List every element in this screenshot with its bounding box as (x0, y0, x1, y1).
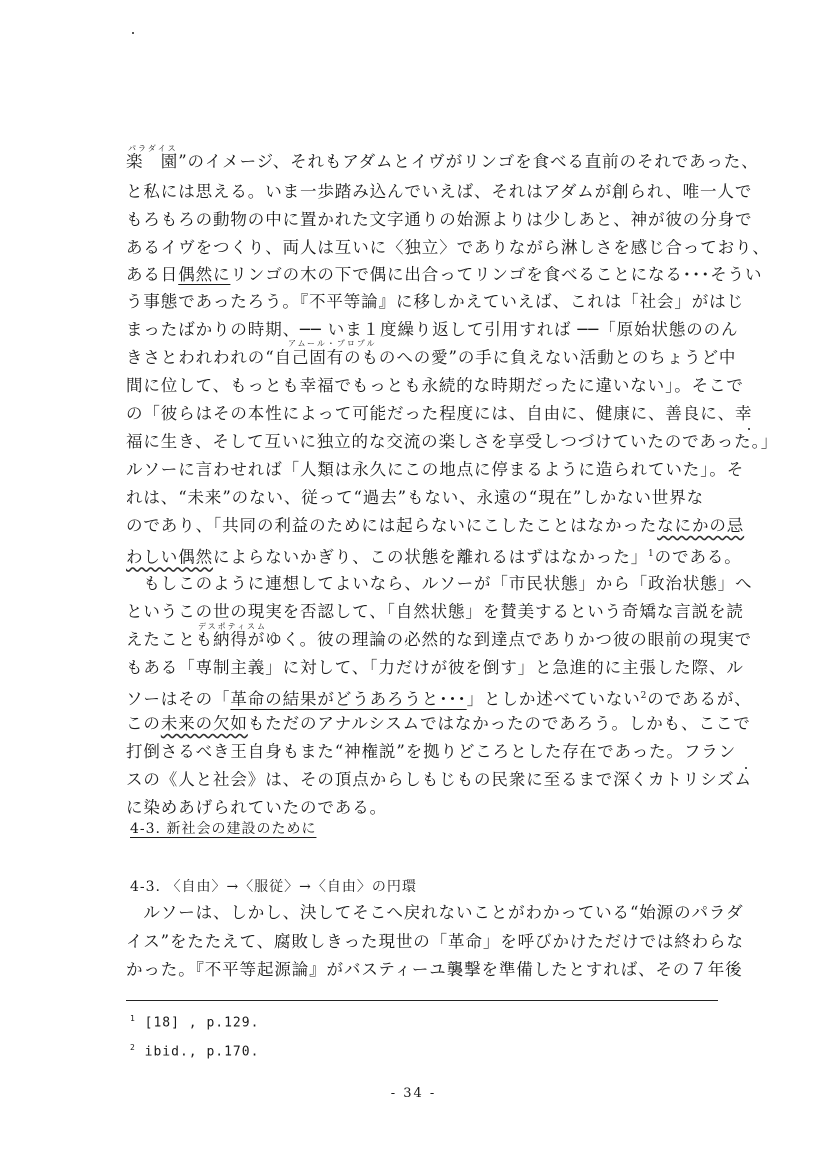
footnote-mark: 2 (130, 1043, 136, 1052)
ruby-paradise: パラダイス (128, 144, 178, 153)
body-line: もしこのように連想してよいなら、ルソーが「市民状態」から「政治状態」へ (126, 574, 753, 593)
body-line: というこの世の現実を否認して、「自然状態」を賛美するという奇矯な言説を読 (126, 602, 744, 621)
body-line: ソーはその「革命の結果がどうあろうと･･･」としか述べていない$^2$のであるが、 (126, 689, 752, 709)
body-line: この未来の欠如もただのアナルシスムではなかったのであろう。しかも、ここで (126, 714, 751, 733)
body-line: もある「専制主義」に対して、「力だけが彼を倒す」と急進的に主張した際、ル (126, 658, 744, 677)
underlined-phrase: 革命の結果がどうあろうと･･･ (230, 689, 467, 709)
body-line: まったばかりの時期、── いま１度繰り返して引用すれば ──「原始状態ののん (126, 320, 739, 339)
body-line: イス”をたたえて、腐敗しきった現世の「革命」を呼びかけただけでは終わらな (126, 932, 744, 951)
footnote-ref: 2 (640, 691, 648, 701)
body-line: 打倒さるべき王自身もまた“神権説”を拠りどころとした存在であった。フラン (126, 742, 737, 761)
wavy-underlined-phrase: わしい偶然 (126, 547, 213, 567)
body-line: と私には思える。いま一歩踏み込んでいえば、それはアダムが創られ、唯一人で (126, 182, 753, 201)
footnote-divider (126, 1000, 718, 1001)
body-line: ルソーに言わせれば「人類は永久にこの地点に停まるように造られていた」。そ (126, 460, 745, 479)
body-line: ルソーは、しかし、決してそこへ戻れないことがわかっている“始源のパラダ (126, 903, 744, 922)
body-line: ある日偶然にリンゴの木の下で偶に出合ってリンゴを食べることになる･･･そうい (126, 265, 763, 284)
body-line: あるイヴをつくり、両人は互いに〈独立〉でありながら淋しさを感じ合っており、 (126, 238, 770, 257)
body-line: の「彼らはその本性によって可能だった程度には、自由に、健康に、善良に、幸 (126, 404, 753, 423)
footnote-1: $^1$ [18] , p.129. (130, 1014, 260, 1031)
scan-speck (748, 428, 750, 430)
body-line: 福に生き、そして互いに独立的な交流の楽しさを享受しつづけていたのであった。」 (126, 432, 779, 451)
footnote-mark: 1 (130, 1014, 136, 1023)
body-line: もろもろの動物の中に置かれた文字通りの始源よりは少しあと、神が彼の分身で (126, 210, 753, 229)
body-line: スの《人と社会》は、その頂点からしもじもの民衆に至るまで深くカトリシズム (126, 770, 752, 789)
body-line: 間に位して、もっとも幸福でもっとも永続的な時期だったに違いない」。そこで (126, 376, 744, 395)
body-line: う事態であったろう。『不平等論』に移しかえていえば、これは「社会」がはじ (126, 292, 744, 311)
ruby-despotisme: デスポティスム (198, 622, 268, 631)
page-number: - 34 - (390, 1086, 437, 1101)
section-heading: 4-3. 新社会の建設のために (130, 821, 317, 837)
scan-speck (132, 32, 134, 34)
ruby-amour-propre: アムール・プロプル (288, 339, 377, 348)
body-line: わしい偶然によらないかぎり、この状態を離れるはずはなかった」$^1$のである。 (126, 547, 742, 567)
underlined-phrase: 偶然に (178, 265, 231, 284)
body-line: きさとわれわれの“自己固有のものへの愛”の手に負えない活動とのちょうど中 (126, 348, 737, 367)
body-line: のであり、「共同の利益のためには起らないにこしたことはなかったなにかの忌 (126, 516, 745, 535)
body-line: に染めあげられていたのである。 (126, 798, 387, 817)
body-line: えたことも納得がゆく。彼の理論の必然的な到達点でありかつ彼の眼前の現実で (126, 630, 753, 649)
body-line: れは、“未来”のない、従って“過去”もない、永遠の“現在”しかない世界な (126, 488, 705, 507)
footnote-ref: 1 (648, 549, 655, 559)
subsection-heading: 4-3. 〈自由〉→〈服従〉→〈自由〉の円環 (130, 879, 417, 895)
footnote-2: $^2$ ibid., p.170. (130, 1043, 260, 1060)
wavy-underlined-phrase: 未来の欠如 (160, 714, 248, 733)
wavy-underlined-phrase: なにかの忌 (657, 516, 745, 535)
scan-speck (745, 767, 747, 769)
body-line: 楽 園”のイメージ、それもアダムとイヴがリンゴを食べる直前のそれであった、 (126, 152, 759, 171)
body-line: かった。『不平等起源論』がバスティーユ襲撃を準備したとすれば、その７年後 (126, 960, 743, 979)
